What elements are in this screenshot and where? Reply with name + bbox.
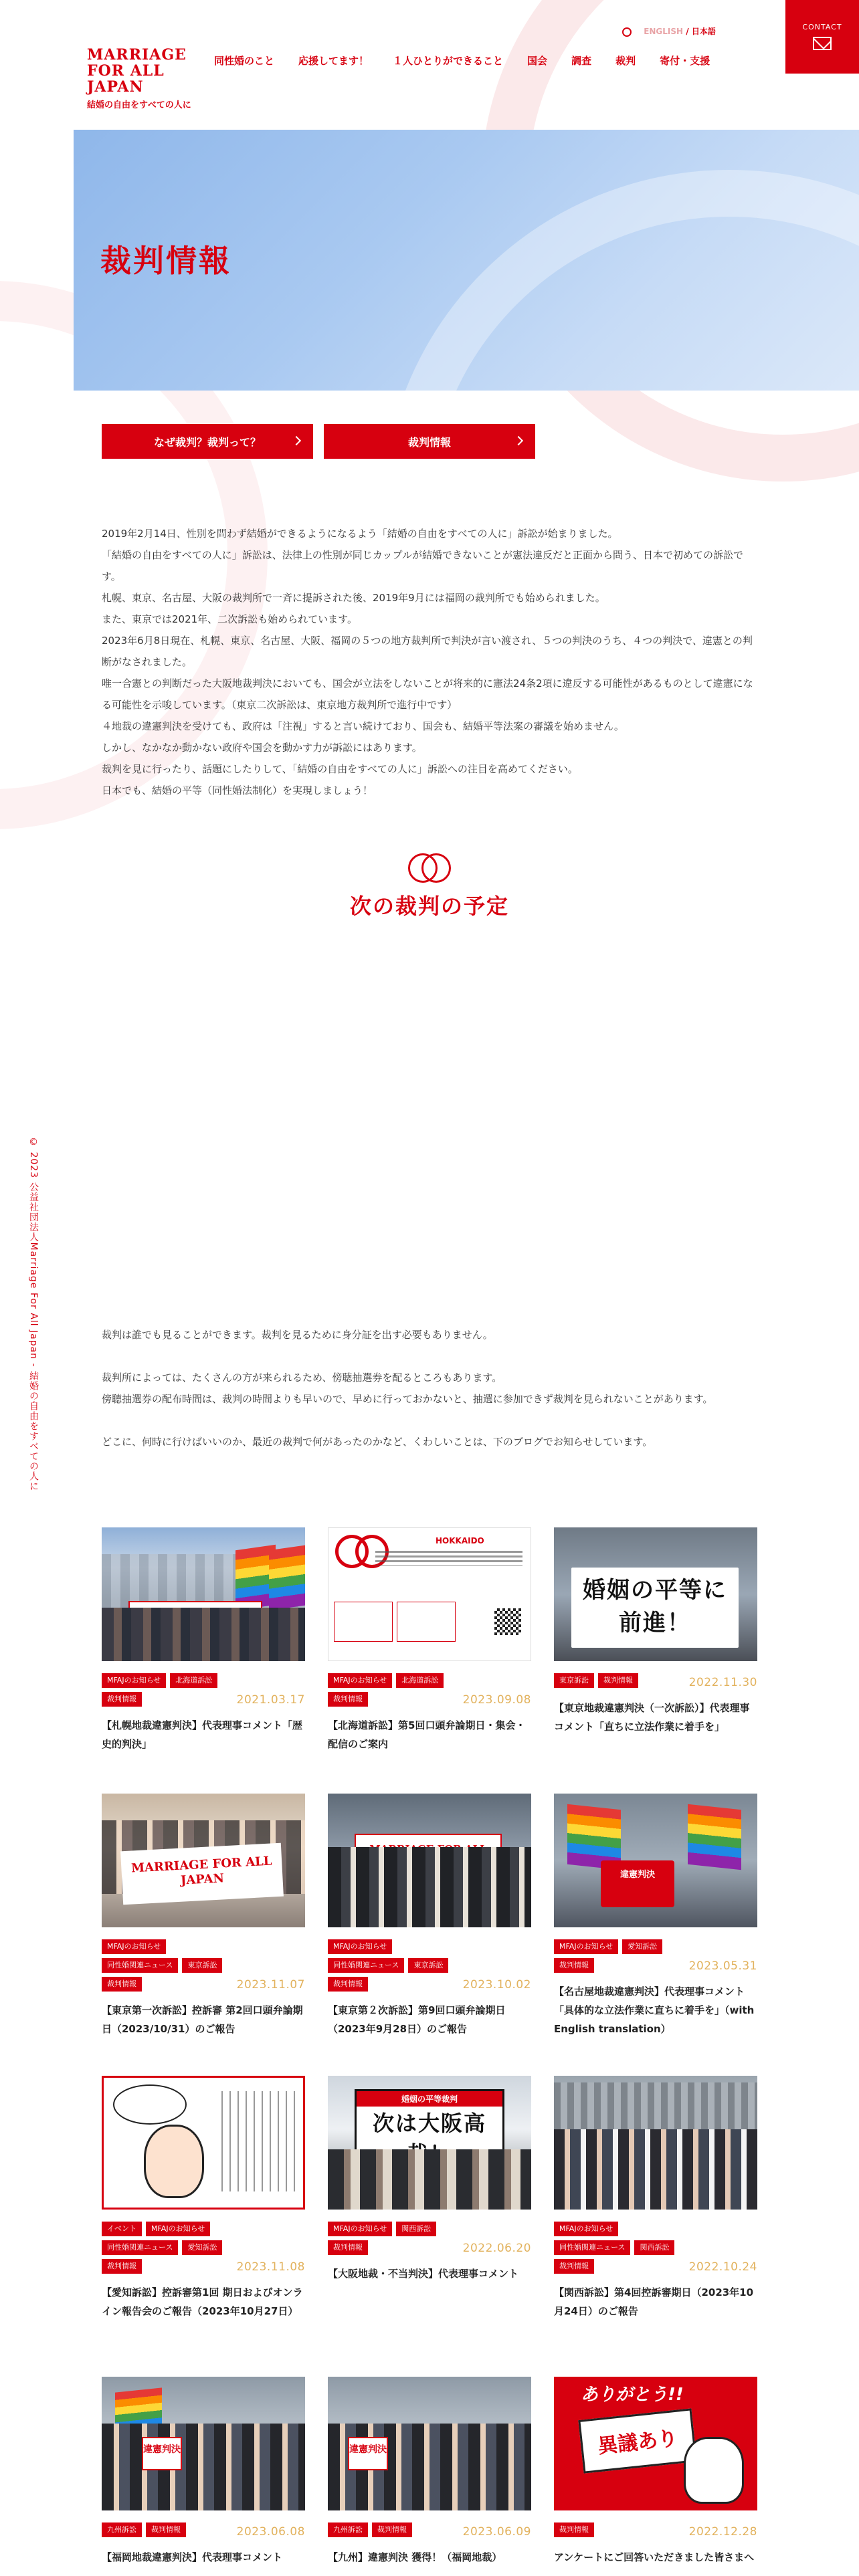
post-tag[interactable]: イベント	[102, 2222, 142, 2236]
thumbnail-text: 次は大阪高	[372, 2111, 486, 2136]
post-tag[interactable]: MFAJのお知らせ	[328, 1939, 392, 1954]
schedule-section-title: 次の裁判の予定	[349, 893, 509, 919]
thumbnail-text: MARRIAGE FOR ALL JAPAN	[120, 1843, 284, 1905]
qr-code	[494, 1608, 521, 1635]
thumbnail-text: 違憲判決	[601, 1860, 674, 1907]
post-date: 2023.11.07	[236, 1978, 305, 1992]
site-logo[interactable]	[87, 47, 194, 110]
thumbnail-text: 違憲判決	[142, 2437, 182, 2470]
viewing-notes	[102, 1324, 771, 1453]
post-date: 2022.06.20	[462, 2242, 531, 2255]
post-date: 2023.09.08	[462, 1693, 531, 1707]
post-tag[interactable]: MFAJのお知らせ	[328, 2222, 392, 2236]
note-paragraph: 裁判所によっては、たくさんの方が来られるため、傍聴抽選券を配るところもあります。	[102, 1372, 502, 1384]
post-tag[interactable]: 裁判情報	[146, 2523, 186, 2537]
post-title[interactable]: 【名古屋地裁違憲判決】代表理事コメント「具体的な立法作業に直ちに着手を」（with English translation）	[554, 1985, 755, 2035]
post-title[interactable]: 【東京地裁違憲判決（一次訴訟）】代表理事コメント「直ちに立法作業に着手を」	[554, 1702, 750, 1733]
language-switcher	[622, 25, 716, 37]
post-thumbnail[interactable]	[102, 2377, 305, 2510]
post-tag[interactable]: 裁判情報	[554, 2259, 594, 2274]
lang-separator: /	[686, 27, 689, 36]
post-card[interactable]	[102, 2076, 305, 2321]
note-paragraph: どこに、何時に行けばいいのか、最近の裁判で何があったのかなど、くわしいことは、下のブログでお知らせしています。	[102, 1436, 653, 1448]
nav-item-lawsuits[interactable]: 裁判	[615, 55, 636, 67]
post-tag[interactable]: 関西訴訟	[396, 2222, 436, 2236]
post-tag[interactable]: 東京訴訟	[408, 1958, 448, 1973]
lang-japanese-link[interactable]: 日本語	[691, 27, 716, 36]
post-card[interactable]	[328, 2377, 531, 2567]
mail-icon	[813, 37, 832, 50]
post-title[interactable]: アンケートにご回答いただきました皆さまへ	[554, 2551, 755, 2563]
contact-label: CONTACT	[802, 23, 842, 31]
contact-button[interactable]	[785, 0, 859, 74]
post-tag[interactable]: 愛知訴訟	[182, 2240, 222, 2255]
post-tag[interactable]: MFAJのお知らせ	[328, 1673, 392, 1688]
intro-paragraph: 2023年6月8日現在、札幌、東京、名古屋、大阪、福岡の５つの地方裁判所で判決が言い渡され、５つの判決のうち、４つの判決で、違憲との判断がなされました。	[102, 635, 753, 668]
post-title[interactable]: 【東京第２次訴訟】第9回口頭弁論期日（2023年9月28日）のご報告	[328, 2004, 506, 2035]
post-title[interactable]: 【愛知訴訟】控訴審第1回 期日およびオンライン報告会のご報告（2023年10月27日）	[102, 2286, 303, 2317]
post-tag[interactable]: 同性婚関連ニュース	[328, 1958, 404, 1973]
post-tag[interactable]: 関西訴訟	[634, 2240, 674, 2255]
thumbnail-text: 異議あり	[578, 2408, 696, 2473]
post-title[interactable]: 【札幌地裁違憲判決】代表理事コメント「歴史的判決」	[102, 1719, 303, 1750]
intro-paragraph: 「結婚の自由をすべての人に」訴訟は、法律上の性別が同じカップルが結婚できないことが憲法違反だと正面から問う、日本で初めての訴訟です。	[102, 549, 743, 582]
nav-item-supporters[interactable]: 応援してます！	[298, 55, 369, 67]
post-date: 2021.03.17	[236, 1693, 305, 1707]
post-thumbnail[interactable]	[554, 2076, 757, 2210]
post-date: 2022.10.24	[688, 2260, 757, 2274]
post-title[interactable]: 【関西訴訟】第4回控訴審期日（2023年10月24日）のご報告	[554, 2286, 754, 2317]
why-lawsuit-button-label: なぜ裁判？裁判って？	[153, 435, 261, 449]
post-card[interactable]	[328, 1527, 531, 1753]
note-paragraph: 裁判は誰でも見ることができます。裁判を見るために身分証を出す必要もありません。	[102, 1329, 493, 1341]
intro-paragraph: また、東京では2021年、二次訴訟も始められています。	[102, 613, 357, 625]
thumbnail-badge: 婚姻の平等裁判	[357, 2091, 502, 2107]
post-tag[interactable]: 裁判情報	[328, 1692, 368, 1707]
logo-line1: MARRIAGE	[87, 46, 187, 64]
post-tag[interactable]: 裁判情報	[328, 1977, 368, 1992]
post-card[interactable]	[554, 1527, 757, 1736]
logo-line2: FOR ALL JAPAN	[87, 62, 165, 96]
post-thumbnail[interactable]	[328, 2076, 531, 2210]
post-card[interactable]	[554, 2377, 757, 2567]
intro-paragraph: ４地裁の違憲判決を受けても、政府は「注視」すると言い続けており、国会も、結婚平等法案の審議を始めません。	[102, 720, 624, 732]
post-title[interactable]: 【九州】違憲判決 獲得！（福岡地裁）	[328, 2551, 502, 2563]
post-tag[interactable]: 裁判情報	[328, 2240, 368, 2255]
post-tag[interactable]: 同性婚関連ニュース	[554, 2240, 630, 2255]
why-lawsuit-button[interactable]	[102, 424, 313, 459]
post-tag[interactable]: MFAJのお知らせ	[554, 1939, 618, 1954]
post-tag[interactable]: 東京訴訟	[182, 1958, 222, 1973]
post-title[interactable]: 【大阪地裁・不当判決】代表理事コメント	[328, 2268, 519, 2280]
post-date: 2023.11.08	[236, 2260, 305, 2274]
post-tag[interactable]: 裁判情報	[102, 1977, 142, 1992]
intro-text	[102, 523, 757, 801]
post-title[interactable]: 【東京第一次訴訟】控訴審 第2回口頭弁論期日（2023/10/31）のご報告	[102, 2004, 303, 2035]
intro-paragraph: 唯一合憲との判断だった大阪地裁判決においても、国会が立法をしないことが将来的に憲法24条2項に違反する可能性があるものとして違憲になる可能性を示唆しています。（東京二次訴訟は、東京地方裁判所で進行中です）	[102, 677, 753, 711]
intro-paragraph: 裁判を見に行ったり、話題にしたりして、「結婚の自由をすべての人に」訴訟への注目を高めてください。	[102, 763, 578, 775]
post-title[interactable]: 【福岡地裁違憲判決】代表理事コメント	[102, 2551, 283, 2563]
post-thumbnail[interactable]	[554, 1794, 757, 1927]
intro-paragraph: しかし、なかなか動かない政府や国会を動かす力が訴訟にはあります。	[102, 742, 422, 754]
post-date: 2023.10.02	[462, 1978, 531, 1992]
post-card[interactable]	[328, 2076, 531, 2283]
post-thumbnail[interactable]	[102, 1527, 305, 1661]
post-tag[interactable]: 裁判情報	[554, 1958, 594, 1973]
note-paragraph	[102, 1346, 771, 1367]
post-thumbnail[interactable]	[102, 2076, 305, 2210]
post-thumbnail[interactable]	[102, 1794, 305, 1927]
post-tag[interactable]: MFAJのお知らせ	[554, 2222, 618, 2236]
post-date: 2022.11.30	[688, 1676, 757, 1689]
post-tag[interactable]: 裁判情報	[554, 2523, 594, 2537]
note-paragraph: 傍聴抽選券の配布時間は、裁判の時間よりも早いので、早めに行っておかないと、抽選に参加できず裁判を見られないことがあります。	[102, 1393, 713, 1405]
post-tag[interactable]: 北海道訴訟	[396, 1673, 444, 1688]
post-card[interactable]	[102, 2377, 305, 2567]
intro-paragraph: 札幌、東京、名古屋、大阪の裁判所で一斉に提訴された後、2019年9月には福岡の裁判所でも始められました。	[102, 592, 605, 604]
post-tag[interactable]: 裁判情報	[598, 1673, 638, 1688]
logo-subtitle: 結婚の自由をすべての人に	[87, 100, 191, 110]
globe-icon	[622, 27, 632, 37]
rings-icon	[408, 853, 451, 883]
post-thumbnail[interactable]	[328, 2377, 531, 2510]
post-date: 2022.12.28	[688, 2525, 757, 2539]
post-tag[interactable]: 九州訴訟	[102, 2523, 142, 2537]
post-tag[interactable]: MFAJのお知らせ	[102, 1673, 166, 1688]
post-thumbnail[interactable]	[328, 1794, 531, 1927]
lawsuit-info-button-label: 裁判情報	[407, 435, 451, 449]
global-nav	[214, 53, 722, 68]
thumbnail-text: 違憲判決	[348, 2437, 388, 2470]
lang-english-link[interactable]: ENGLISH	[644, 27, 684, 36]
post-tag[interactable]: 裁判情報	[102, 2259, 142, 2274]
post-tag[interactable]: 愛知訴訟	[622, 1939, 662, 1954]
post-card[interactable]	[102, 1527, 305, 1753]
post-tag[interactable]: 同性婚関連ニュース	[102, 2240, 178, 2255]
nav-item-donate[interactable]: 寄付・支援	[660, 55, 710, 67]
post-card[interactable]	[328, 1794, 531, 2038]
post-card[interactable]	[102, 1794, 305, 2038]
post-card[interactable]	[554, 2076, 757, 2321]
post-date: 2023.05.31	[688, 1959, 757, 1973]
post-thumbnail[interactable]	[328, 1527, 531, 1661]
page-title: 裁判情報	[100, 243, 231, 279]
post-title[interactable]: 【北海道訴訟】第5回口頭弁論期日・集会・配信のご案内	[328, 1719, 526, 1750]
note-paragraph	[102, 1410, 771, 1431]
chevron-right-icon	[292, 436, 301, 445]
nav-item-what-you-can-do[interactable]: １人ひとりができること	[393, 55, 504, 67]
post-thumbnail[interactable]	[554, 2377, 757, 2510]
nav-item-diet[interactable]: 国会	[527, 55, 548, 67]
post-date: 2023.06.08	[236, 2525, 305, 2539]
intro-paragraph: 2019年2月14日、性別を問わず結婚ができるようになるよう「結婚の自由をすべての人に」訴訟が始まりました。	[102, 528, 618, 540]
thumbnail-heading: HOKKAIDO	[436, 1536, 484, 1545]
post-tag[interactable]: 東京訴訟	[554, 1673, 594, 1688]
post-tag[interactable]: 裁判情報	[372, 2523, 412, 2537]
chevron-right-icon	[514, 436, 523, 445]
nav-item-same-sex-marriage[interactable]: 同性婚のこと	[214, 55, 275, 67]
post-tag[interactable]: MFAJのお知らせ	[146, 2222, 210, 2236]
post-tag[interactable]: 九州訴訟	[328, 2523, 368, 2537]
thumbnail-heading: ありがとう!!	[581, 2385, 684, 2405]
hero-banner	[74, 130, 859, 391]
intro-paragraph: 日本でも、結婚の平等（同性婚法制化）を実現しましょう！	[102, 784, 373, 796]
post-date: 2023.06.09	[462, 2525, 531, 2539]
post-tag[interactable]: 北海道訴訟	[170, 1673, 217, 1688]
post-card[interactable]	[554, 1794, 757, 2038]
post-tag[interactable]: 裁判情報	[102, 1692, 142, 1707]
nav-item-research[interactable]: 調査	[571, 55, 592, 67]
post-tag[interactable]: MFAJのお知らせ	[102, 1939, 166, 1954]
thumbnail-text: 婚姻の平等に 前進！	[583, 1577, 727, 1636]
copyright: © 2023 公益社団法人Marriage For All Japan - 結婚の自由をすべての人に	[28, 1137, 39, 1492]
lawsuit-info-button[interactable]	[324, 424, 535, 459]
post-tag[interactable]: 同性婚関連ニュース	[102, 1958, 178, 1973]
post-thumbnail[interactable]	[554, 1527, 757, 1661]
